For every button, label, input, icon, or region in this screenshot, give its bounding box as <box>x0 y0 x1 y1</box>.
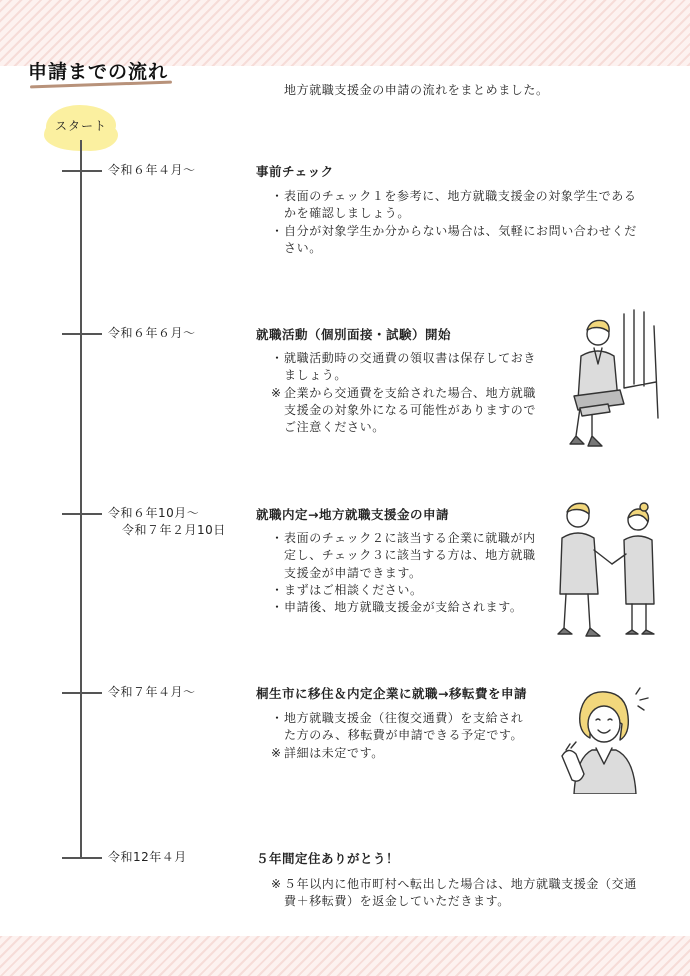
timeline-line <box>80 140 82 857</box>
step-title: 桐生市に移住＆内定企業に就職→移転費を申請 <box>256 686 527 701</box>
step-date: 令和６年４月～ <box>108 163 196 177</box>
step-date: 令和６年６月～ <box>108 326 196 340</box>
smiling-woman-illustration <box>556 684 660 794</box>
description-item: ・ 自分が対象学生か分からない場合は、気軽にお問い合わせください。 <box>271 223 637 255</box>
description-item: ※ 詳細は未定です。 <box>271 745 384 760</box>
description-item: ・ 表面のチェック２に該当する企業に就職が内定し、チェック３に該当する方は、地方就職支援金が申請できます。 <box>271 531 536 580</box>
start-label: スタート <box>55 119 108 133</box>
handshake-illustration <box>552 498 662 640</box>
timeline-tick <box>62 333 102 335</box>
step-date: 令和６年10月～ 令和７年２月10日 <box>108 506 226 537</box>
step-date: 令和７年４月～ <box>108 685 196 699</box>
seated-businessman-illustration <box>558 308 662 454</box>
step-description <box>271 710 533 762</box>
footer-stripe-band <box>0 936 690 976</box>
description-item: ・ 地方就職支援金（往復交通費）を支給された方のみ、移転費が申請できる予定です。 <box>271 711 524 743</box>
description-item: ※ ５年以内に他市町村へ転出した場合は、地方就職支援金（交通費＋移転費）を返金していただきます。 <box>271 877 637 909</box>
description-item: ・ 就職活動時の交通費の領収書は保存しておきましょう。 <box>271 351 537 383</box>
step-description <box>271 530 543 616</box>
step-description <box>271 188 641 257</box>
timeline-tick <box>62 170 102 172</box>
description-item: ※ 企業から交通費を支給された場合、地方就職支援金の対象外になる可能性がありますのでご注意ください。 <box>271 385 537 435</box>
step-title: 就職活動（個別面接・試験）開始 <box>256 327 452 342</box>
description-item: ・ 申請後、地方就職支援金が支給されます。 <box>271 600 523 615</box>
step-title: 就職内定→地方就職支援金の申請 <box>256 507 449 522</box>
intro-text: 地方就職支援金の申請の流れをまとめました。 <box>284 83 549 97</box>
description-item: ・ まずはご相談ください。 <box>271 582 423 597</box>
timeline-tick <box>62 692 102 694</box>
page-title: 申請までの流れ <box>28 61 169 83</box>
timeline-tick <box>62 857 102 859</box>
step-description <box>271 350 541 436</box>
step-date: 令和12年４月 <box>108 850 187 864</box>
step-title: ５年間定住ありがとう！ <box>256 851 400 866</box>
timeline-tick <box>62 513 102 515</box>
step-title: 事前チェック <box>256 164 334 179</box>
description-item: ・ 表面のチェック１を参考に、地方就職支援金の対象学生であるかを確認しましょう。 <box>271 189 637 221</box>
step-description <box>271 876 643 911</box>
